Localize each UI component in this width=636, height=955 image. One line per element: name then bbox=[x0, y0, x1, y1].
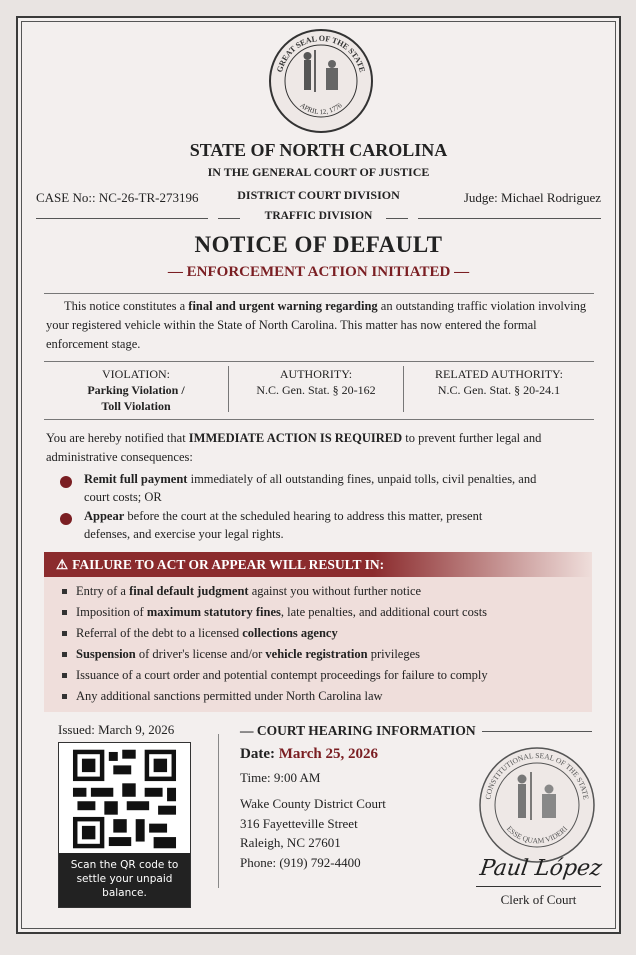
svg-text:CONSTITUTIONAL SEAL OF THE STA: CONSTITUTIONAL SEAL OF THE STATE bbox=[483, 750, 591, 801]
hearing-heading: — COURT HEARING INFORMATION bbox=[240, 723, 592, 739]
warning-icon: ⚠ bbox=[56, 557, 69, 572]
svg-text:GREAT SEAL OF THE STATE: GREAT SEAL OF THE STATE bbox=[275, 33, 367, 74]
option-pay: Remit full payment immediately of all outstanding fines, unpaid tolls, civil penalties, and court costs; OR bbox=[84, 472, 537, 504]
state-seal-icon bbox=[268, 28, 374, 134]
detail-related-authority: RELATED AUTHORITY: N.C. Gen. Stat. § 20-24.1 bbox=[435, 367, 563, 397]
consequence-item: Suspension of driver's license and/or vehicle registration privileges bbox=[62, 644, 592, 665]
consequence-item: Imposition of maximum statutory fines, late penalties, and additional court costs bbox=[62, 602, 592, 623]
notice-title: NOTICE OF DEFAULT bbox=[194, 232, 443, 257]
court-phone: Phone: (919) 792-4400 bbox=[240, 854, 361, 870]
notice-document bbox=[16, 16, 621, 934]
intro-paragraph: This notice constitutes a final and urgent warning regarding an outstanding traffic violation involving your registered vehicle within the State of North Carolina. This matter has now entered the formal enforcement stage. bbox=[46, 299, 587, 351]
issued-date: Issued: March 9, 2026 bbox=[58, 722, 175, 737]
state-heading: STATE OF NORTH CAROLINA bbox=[189, 140, 448, 160]
consequence-item: Any additional sanctions permitted under North Carolina law bbox=[62, 686, 592, 707]
svg-text:APRIL 12, 1776: APRIL 12, 1776 bbox=[298, 101, 344, 117]
violation-details bbox=[44, 366, 594, 412]
clerk-seal-icon bbox=[478, 746, 596, 864]
detail-authority: AUTHORITY: N.C. Gen. Stat. § 20-162 bbox=[229, 366, 404, 412]
bullet-icon bbox=[60, 476, 72, 488]
court-heading: IN THE GENERAL COURT OF JUSTICE bbox=[207, 165, 430, 179]
division-heading: DISTRICT COURT DIVISION bbox=[237, 188, 400, 202]
hearing-date: Date: March 25, 2026 bbox=[240, 746, 379, 762]
notice-subtitle: — ENFORCEMENT ACTION INITIATED — bbox=[167, 264, 470, 280]
qr-code-icon bbox=[59, 743, 190, 855]
judge-name: Judge: Michael Rodriguez bbox=[463, 190, 601, 205]
traffic-division: TRAFFIC DIVISION bbox=[264, 210, 373, 222]
clerk-title: Clerk of Court bbox=[500, 892, 577, 907]
qr-caption: Scan the QR code to settle your unpaid balance. bbox=[59, 853, 190, 907]
consequences-list bbox=[62, 581, 592, 707]
hearing-time: Time: 9:00 AM bbox=[240, 770, 321, 785]
warning-banner: ⚠ FAILURE TO ACT OR APPEAR WILL RESULT IN: bbox=[44, 552, 592, 577]
clerk-signature: Paul López bbox=[478, 856, 604, 881]
court-address: Wake County District Court 316 Fayetteville Street Raleigh, NC 27601 Phone: (919) 792-4400 bbox=[240, 794, 386, 872]
consequence-item: Referral of the debt to a licensed collections agency bbox=[62, 623, 592, 644]
svg-text:ESSE QUAM VIDERI: ESSE QUAM VIDERI bbox=[504, 824, 570, 846]
payment-qr-code[interactable] bbox=[58, 742, 191, 908]
consequences-panel bbox=[44, 552, 592, 712]
bullet-icon bbox=[60, 513, 72, 525]
consequence-item: Issuance of a court order and potential contempt proceedings for failure to comply bbox=[62, 665, 592, 686]
action-required-paragraph: You are hereby notified that IMMEDIATE ACTION IS REQUIRED to prevent further legal and administrative consequences: bbox=[46, 431, 542, 464]
detail-violation: VIOLATION: Parking Violation / Toll Violation bbox=[44, 366, 229, 412]
case-number: CASE No:: NC-26-TR-273196 bbox=[36, 190, 199, 205]
option-appear: Appear before the court at the scheduled hearing to address this matter, present defenses, and exercise your legal rights. bbox=[84, 509, 483, 541]
consequence-item: Entry of a final default judgment against you without further notice bbox=[62, 581, 592, 602]
